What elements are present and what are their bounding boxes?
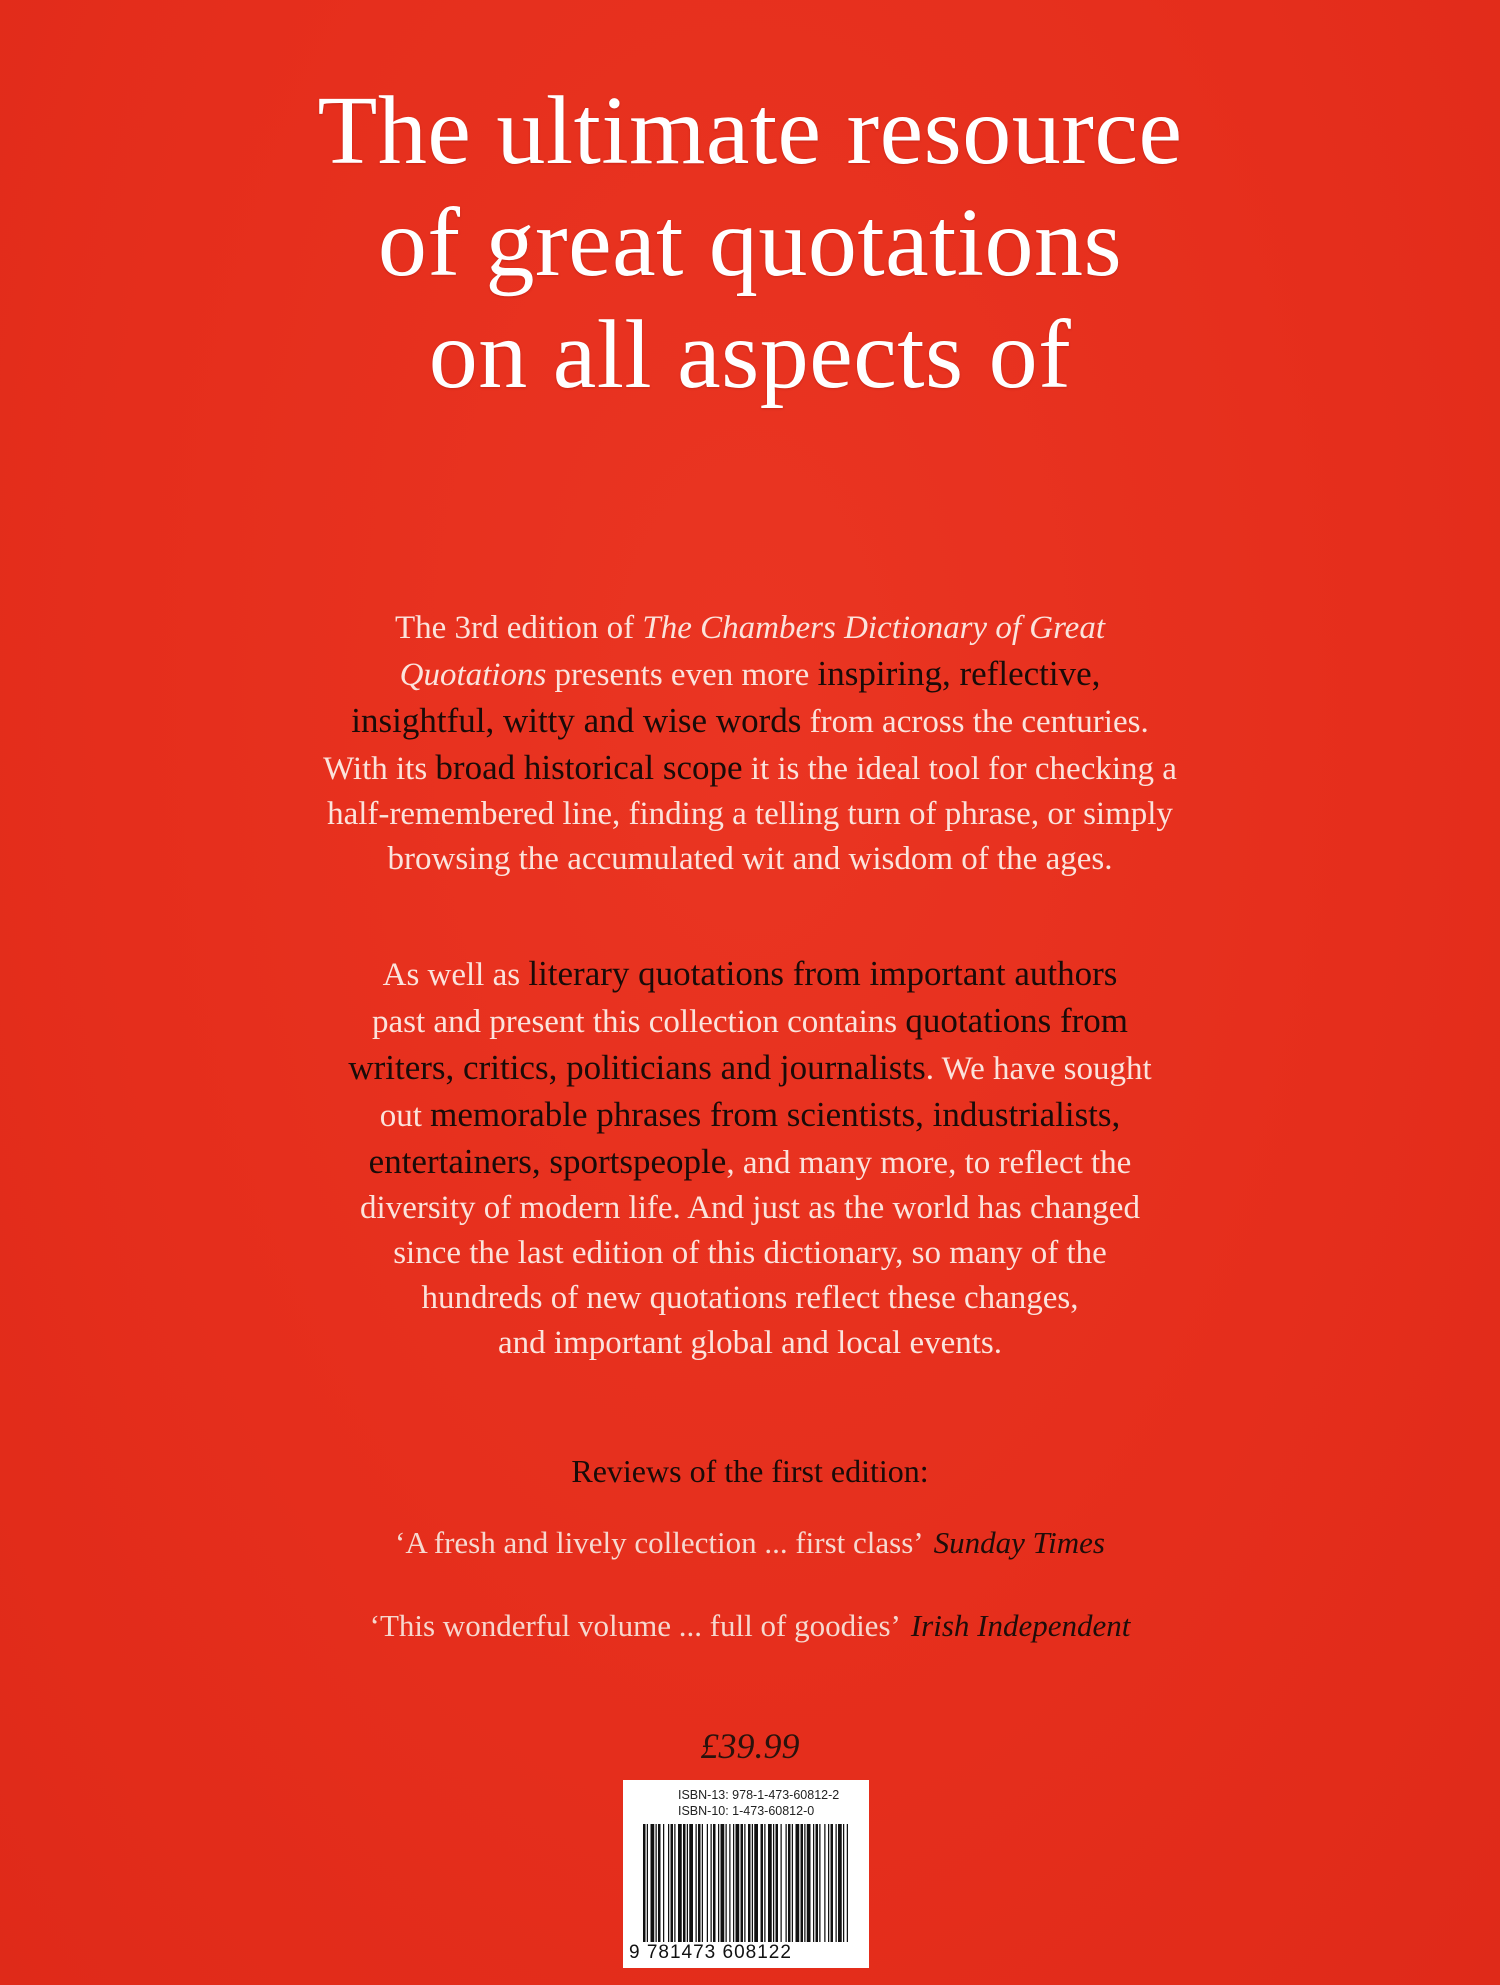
review-1 (0, 1525, 1500, 1561)
reviews-heading: Reviews of the first edition: (571, 1453, 929, 1489)
para2-line-2 (220, 998, 1280, 1045)
para2-line-7: since the last edition of this dictionary, so many of the (393, 1235, 1107, 1271)
para1-text: it is the ideal tool for checking a (742, 751, 1177, 787)
review-source: Irish Independent (910, 1608, 1131, 1643)
book-title-italic: Quotations (399, 657, 547, 693)
emphasis-text: literary quotations from important authors (528, 954, 1118, 993)
para2-text: past and present this collection contains (372, 1004, 906, 1040)
review-quote: ‘A fresh and lively collection ... first class’ (395, 1525, 924, 1560)
headline-line-3: on all aspects of (428, 301, 1072, 409)
review-source: Sunday Times (933, 1525, 1105, 1560)
para2-line-9: and important global and local events. (497, 1325, 1003, 1361)
headline (0, 75, 1500, 411)
review-quote: ‘This wonderful volume ... full of goodies’ (369, 1608, 901, 1643)
emphasis-text: writers, critics, politicians and journalists (348, 1048, 926, 1087)
isbn-13: ISBN-13: 978-1-473-60812-2 (678, 1788, 840, 1802)
para1-text: The 3rd edition of (394, 610, 643, 646)
para2-line-6: diversity of modern life. And just as the world has changed (360, 1190, 1140, 1226)
isbn-10: ISBN-10: 1-473-60812-0 (678, 1804, 815, 1818)
barcode-label (623, 1780, 869, 1968)
description-paragraph-1 (220, 606, 1280, 882)
para2-line-1 (220, 951, 1280, 998)
emphasis-text: broad historical scope (435, 748, 743, 787)
para1-text: presents even more (546, 657, 818, 693)
para1-line-5: half-remembered line, finding a telling turn of phrase, or simply (327, 796, 1173, 832)
para2-line-4 (220, 1092, 1280, 1139)
review-2 (0, 1608, 1500, 1644)
headline-line-2: of great quotations (377, 189, 1123, 297)
emphasis-text: quotations from (905, 1001, 1128, 1040)
headline-line-1: The ultimate resource (317, 77, 1183, 185)
emphasis-text: memorable phrases from scientists, industrialists, (430, 1095, 1121, 1134)
emphasis-text: entertainers, sportspeople (368, 1142, 727, 1181)
para1-line-3 (220, 698, 1280, 745)
para2-line-3 (220, 1045, 1280, 1092)
emphasis-text: inspiring, reflective, (817, 654, 1101, 693)
para2-line-8: hundreds of new quotations reflect these changes, (421, 1280, 1079, 1316)
para1-text: With its (323, 751, 436, 787)
para2-text: , and many more, to reflect the (726, 1145, 1132, 1181)
para2-text: . We have sought (925, 1051, 1152, 1087)
para2-text: out (379, 1098, 431, 1134)
para1-line-4 (220, 745, 1280, 792)
para2-line-5 (220, 1139, 1280, 1186)
barcode-bars (641, 1824, 851, 1942)
description-paragraph-2 (220, 951, 1280, 1366)
para2-text: As well as (382, 957, 529, 993)
barcode-digits: 9 781473 608122 (629, 1942, 792, 1963)
book-title-italic: The Chambers Dictionary of Great (642, 610, 1106, 646)
price: £39.99 (700, 1726, 800, 1766)
emphasis-text: insightful, witty and wise words (351, 701, 802, 740)
para1-line-2 (220, 651, 1280, 698)
para1-text: from across the centuries. (801, 704, 1149, 740)
para1-line-1 (220, 606, 1280, 651)
para1-line-6: browsing the accumulated wit and wisdom of the ages. (387, 841, 1113, 877)
